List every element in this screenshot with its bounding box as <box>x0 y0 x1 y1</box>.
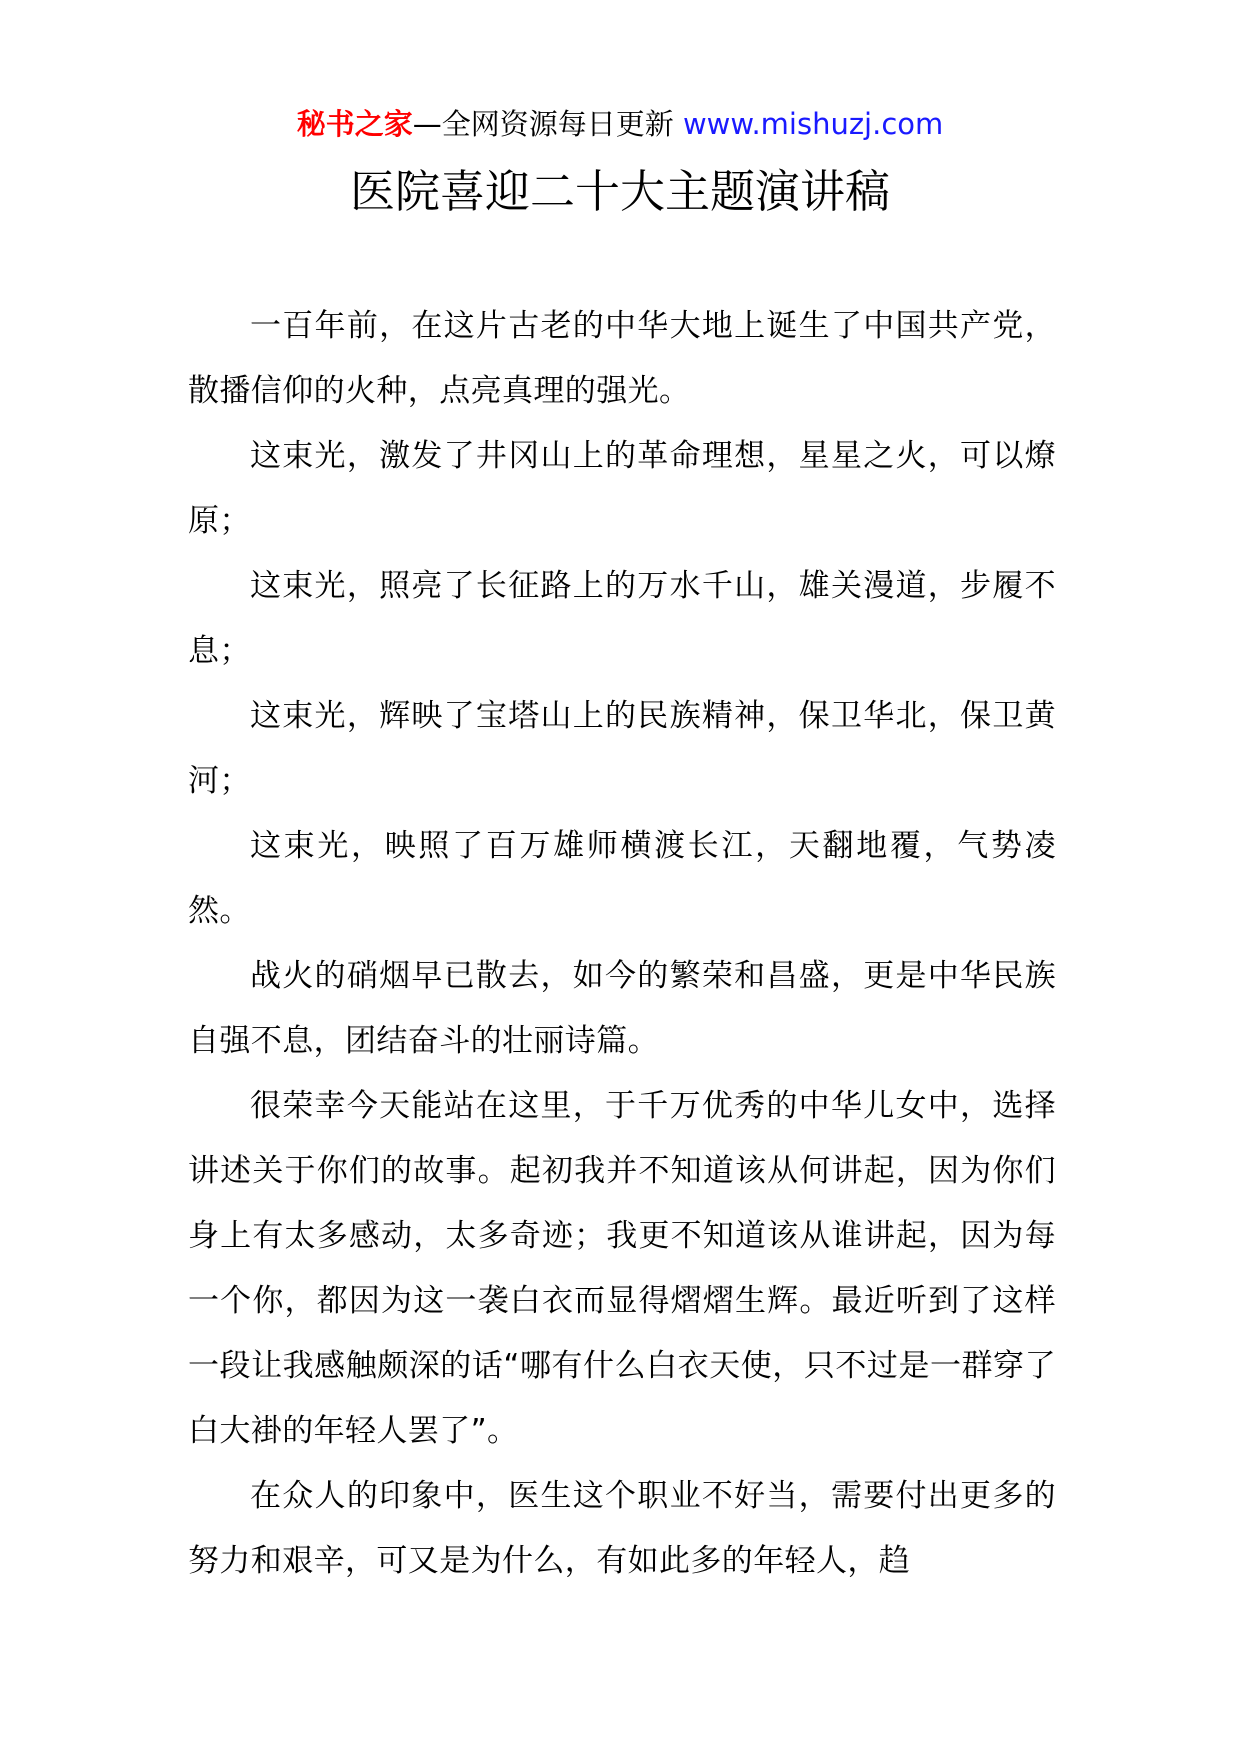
document-body <box>188 294 1056 1594</box>
document-title: 医院喜迎二十大主题演讲稿 <box>349 165 890 218</box>
paragraph: 很荣幸今天能站在这里，于千万优秀的中华儿女中，选择讲述关于你们的故事。起初我并不知道该从何讲起，因为你们身上有太多感动，太多奇迹；我更不知道该从谁讲起，因为每一个你，都因为这一袭白衣而显得熠熠生辉。最近听到了这样一段让我感触颇深的话“哪有什么白衣天使，只不过是一群穿了白大褂的年轻人罢了”。 <box>188 1088 1056 1449</box>
paragraph: 这束光，映照了百万雄师横渡长江，天翻地覆，气势凌然。 <box>188 828 1056 929</box>
paragraph: 这束光，照亮了长征路上的万水千山，雄关漫道，步履不息； <box>188 568 1056 669</box>
header-tagline: —全网资源每日更新 <box>412 107 674 141</box>
paragraph: 一百年前，在这片古老的中华大地上诞生了中国共产党，散播信仰的火种，点亮真理的强光。 <box>188 308 1056 409</box>
brand-name: 秘书之家 <box>296 107 413 141</box>
paragraph: 这束光，辉映了宝塔山上的民族精神，保卫华北，保卫黄河； <box>188 698 1056 799</box>
site-url-link[interactable]: www.mishuzj.com <box>682 107 944 141</box>
site-header <box>0 104 1240 144</box>
paragraph: 在众人的印象中，医生这个职业不好当，需要付出更多的努力和艰辛，可又是为什么，有如此多的年轻人，趋 <box>188 1478 1056 1579</box>
paragraph: 战火的硝烟早已散去，如今的繁荣和昌盛，更是中华民族自强不息，团结奋斗的壮丽诗篇。 <box>188 958 1056 1059</box>
paragraph: 这束光，激发了井冈山上的革命理想，星星之火，可以燎原； <box>188 438 1056 539</box>
